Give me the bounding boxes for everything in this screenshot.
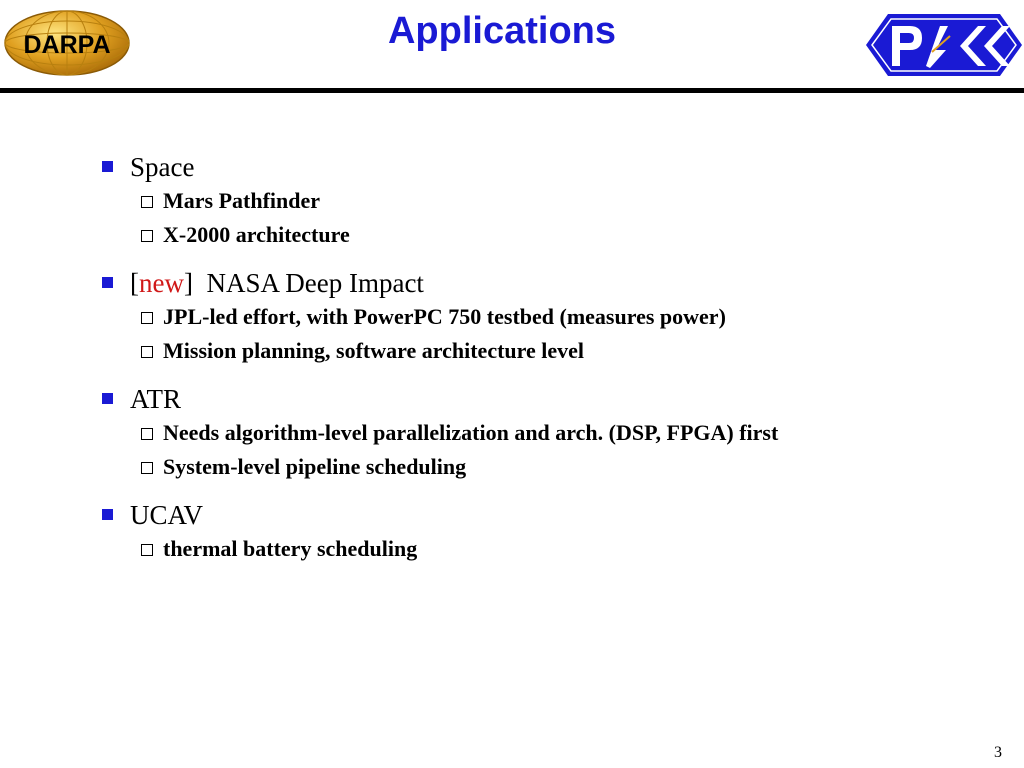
sub-bullet-item bbox=[100, 300, 1000, 334]
bullet-label: Space bbox=[130, 152, 195, 182]
square-bullet-icon bbox=[102, 277, 113, 288]
hollow-square-bullet-icon bbox=[141, 346, 153, 358]
hollow-square-bullet-icon bbox=[141, 462, 153, 474]
darpa-logo-text: DARPA bbox=[23, 31, 111, 59]
sub-bullet-label: Needs algorithm-level parallelization and arch. (DSP, FPGA) first bbox=[163, 420, 779, 445]
sub-bullet-label: System-level pipeline scheduling bbox=[163, 454, 467, 479]
bullet-list bbox=[100, 150, 1000, 566]
bullet-label: ATR bbox=[130, 384, 182, 414]
sub-bullet-item bbox=[100, 416, 1000, 450]
pacc-logo bbox=[866, 12, 1022, 78]
hollow-square-bullet-icon bbox=[141, 230, 153, 242]
page-title: Applications bbox=[387, 10, 617, 52]
sub-bullet-label: Mission planning, software architecture level bbox=[163, 338, 585, 363]
sub-bullet-label: JPL-led effort, with PowerPC 750 testbed (measures power) bbox=[163, 304, 726, 329]
sub-bullet-item bbox=[100, 184, 1000, 218]
sub-bullet-label: thermal battery scheduling bbox=[163, 536, 418, 561]
hollow-square-bullet-icon bbox=[141, 312, 153, 324]
bullet-item-nasa-deep-impact bbox=[100, 266, 1000, 300]
hollow-square-bullet-icon bbox=[141, 196, 153, 208]
square-bullet-icon bbox=[102, 161, 113, 172]
sub-bullet-item bbox=[100, 334, 1000, 368]
bullet-label: UCAV bbox=[130, 500, 204, 530]
sub-bullet-label: Mars Pathfinder bbox=[163, 188, 321, 213]
bullet-label: NASA Deep Impact bbox=[206, 268, 424, 298]
bracket-open: [ bbox=[130, 268, 139, 298]
new-tag: new bbox=[139, 268, 184, 298]
bullet-item-atr bbox=[100, 382, 1000, 416]
hollow-square-bullet-icon bbox=[141, 544, 153, 556]
bracket-close: ] bbox=[183, 268, 193, 298]
bullet-item-ucav bbox=[100, 498, 1000, 532]
header-rule bbox=[0, 88, 1024, 93]
sub-bullet-item bbox=[100, 218, 1000, 252]
sub-bullet-item bbox=[100, 532, 1000, 566]
page-number: 3 bbox=[994, 744, 1002, 761]
hollow-square-bullet-icon bbox=[141, 428, 153, 440]
square-bullet-icon bbox=[102, 509, 113, 520]
sub-bullet-item bbox=[100, 450, 1000, 484]
sub-bullet-label: X-2000 architecture bbox=[163, 222, 350, 247]
bullet-item-space bbox=[100, 150, 1000, 184]
square-bullet-icon bbox=[102, 393, 113, 404]
